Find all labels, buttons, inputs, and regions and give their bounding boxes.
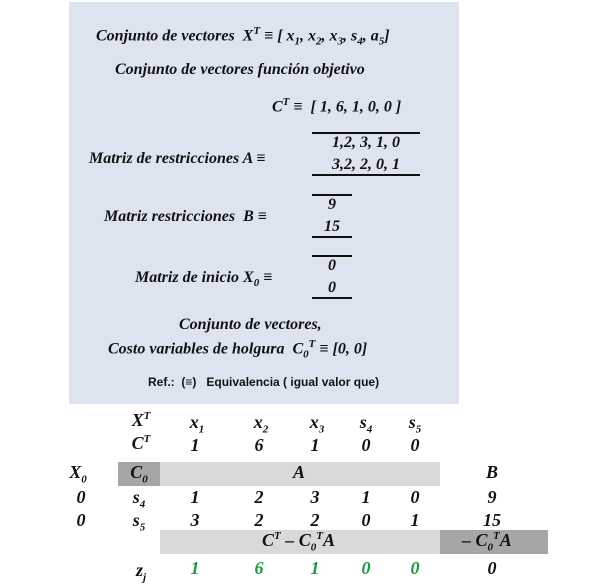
b-cell: 9 <box>487 487 497 507</box>
cost-vector: $C^T$ ≡ [ 1, 6, 1, 0, 0 ] <box>272 96 402 116</box>
cost-cell: 6 <box>254 435 264 455</box>
vector-set-line: Conjunto de vectores $X^T$ ≡ [ $x_1$, $x_2$, $x_3$, $s_4$, $a_5$] <box>96 25 390 48</box>
header-s4: $s_4$ <box>359 412 373 436</box>
matrix-a-label: Matriz de restricciones A ≡ <box>89 150 266 167</box>
ct-label: $C^T$ <box>131 433 151 453</box>
basis-var: $s_5$ <box>132 510 146 534</box>
objective-label: – $C_0^TA$ <box>462 530 512 554</box>
b-cell: 15 <box>483 510 501 530</box>
xt-label: $X^T$ <box>131 410 151 430</box>
basis-var: $s_4$ <box>132 487 146 511</box>
z-cell: 1 <box>310 558 320 578</box>
header-x1: $x_1$ <box>189 412 205 436</box>
a-cell: 1 <box>361 487 371 507</box>
x0-value: 0 <box>76 487 86 507</box>
matrix-x0-row: 0 <box>328 257 336 274</box>
slack-cost-line: Costo variables de holgura $C_0^T \equiv [0$, 0] <box>108 338 368 361</box>
b-label: B <box>485 462 498 482</box>
a-cell: 2 <box>254 510 264 530</box>
cost-cell: 0 <box>361 435 371 455</box>
x0-label: $X_0$ <box>69 462 87 486</box>
c0-label: $C_0$ <box>130 462 148 486</box>
a-cell: 3 <box>310 487 320 507</box>
cost-cell: 0 <box>410 435 420 455</box>
a-cell: 1 <box>410 510 420 530</box>
a-cell: 3 <box>190 510 200 530</box>
matrix-a-row: 1,2, 3, 1, 0 <box>332 134 400 151</box>
header-s5: $s_5$ <box>408 412 422 436</box>
a-cell: 2 <box>254 487 264 507</box>
matrix-x0-label: Matriz de inicio $X_0$ ≡ <box>135 269 273 290</box>
a-cell: 0 <box>361 510 371 530</box>
z-cell: 1 <box>190 558 200 578</box>
matrix-a-row: 3,2, 2, 0, 1 <box>332 156 400 173</box>
cost-cell: 1 <box>310 435 320 455</box>
a-cell: 0 <box>410 487 420 507</box>
a-label: A <box>292 462 305 482</box>
matrix-b-label: Matriz restricciones B ≡ <box>104 208 267 225</box>
x0-value: 0 <box>76 510 86 530</box>
matrix-b-row: 15 <box>324 218 340 235</box>
matrix-x0-row: 0 <box>328 279 336 296</box>
a-cell: 2 <box>310 510 320 530</box>
header-x2: $x_2$ <box>253 412 269 436</box>
matrix-x0 <box>312 255 352 299</box>
header-x3: $x_3$ <box>309 412 325 436</box>
matrix-b <box>312 194 352 238</box>
reduced-cost-label: $C^T - C_0^TA$ <box>262 530 336 554</box>
cost-cell: 1 <box>190 435 200 455</box>
z-cell: 0 <box>361 558 371 578</box>
z-cell: 6 <box>254 558 264 578</box>
cost-set-title: Conjunto de vectores, <box>179 316 322 333</box>
z-b-cell: 0 <box>487 558 497 578</box>
a-cell: 1 <box>190 487 200 507</box>
z-label: $z_j$ <box>135 560 147 584</box>
z-cell: 0 <box>410 558 420 578</box>
reference-note: Ref.: (≡) Equivalencia ( igual valor que) <box>148 375 380 389</box>
objective-function-title: Conjunto de vectores función objetivo <box>115 61 365 78</box>
matrix-b-row: 9 <box>328 196 336 213</box>
matrix-a <box>312 132 420 176</box>
